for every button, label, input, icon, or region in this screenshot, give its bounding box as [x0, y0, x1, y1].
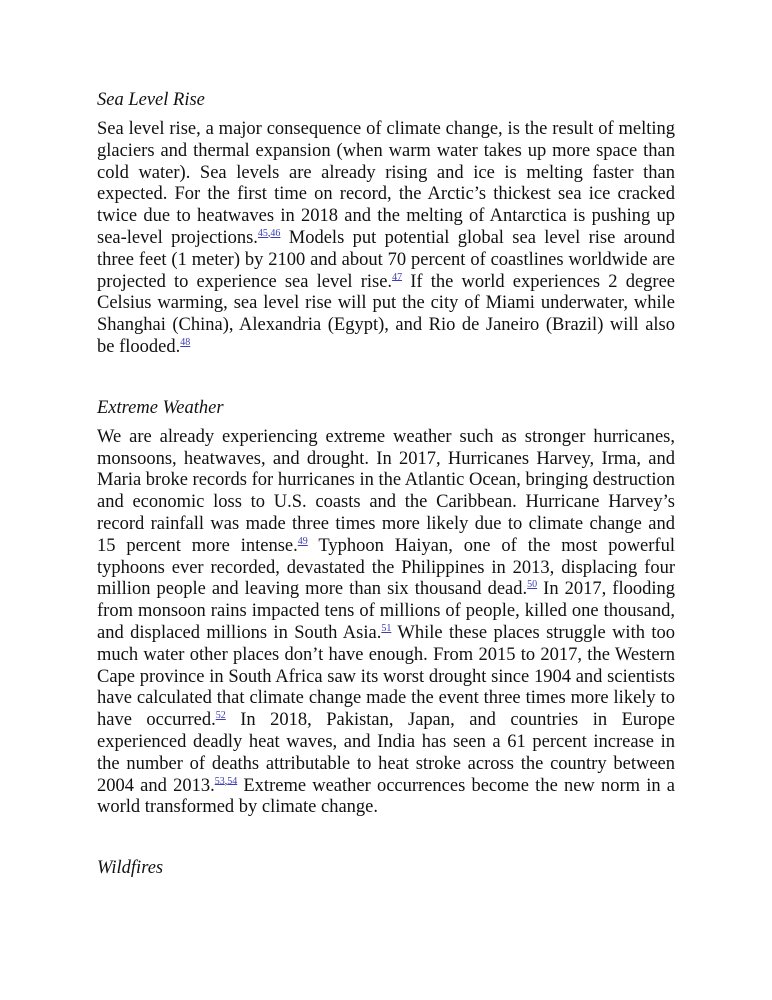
section-paragraph: We are already experiencing extreme weather such as stronger hurricanes, monsoons, heatwaves, and drought. In 2017, Hurricanes Harvey, Irma, and Maria broke records for hurricanes in the Atlantic Ocean, bringing destruction and economic loss to U.S. coasts and the Caribbean. Hurricane Harvey’s record rainfall was made three times more likely due to climate change and 15 percent more intense.$^{49}$ Typhoon Haiyan, one of the most powerful typhoons ever recorded, devastated the Philippines in 2013, displacing four million people and leaving more than six thousand dead.$^{50}$ In 2017, flooding from monsoon rains impacted tens of millions of people, killed one thousand, and displaced millions in South Asia.$^{51}$ While these places struggle with too much water other places don’t have enough. From 2015 to 2017, the Western Cape province in South Africa saw its worst drought since 1904 and scientists have calculated that climate change made the event three times more likely to have occurred.$^{52}$ In 2018, Pakistan, Japan, and countries in Europe experienced deadly heat waves, and India has seen a 61 percent increase in the number of deaths attributable to heat stroke across the country between 2004 and 2013.$^{53,54}$ Extreme weather occurrences become the new norm in a world transformed by climate change. [97, 426, 676, 818]
paragraph-text: While these places struggle with too much water other places don’t have enough. From 2015 to 2017, the Western Cape province in South Africa saw its worst drought since 1904 and scientists have calculated that climate change made the event three times more likely to have occurred. [97, 622, 676, 731]
section-extreme-weather [97, 397, 675, 819]
section-heading: Sea Level Rise [97, 90, 205, 110]
footnote-link[interactable]: 50 [527, 579, 538, 591]
footnote-link[interactable]: 46 [270, 227, 281, 239]
paragraph-text: We are already experiencing extreme weather such as stronger hurricanes, monsoons, heatwaves, and drought. In 2017, Hurricanes Harvey, Irma, and Maria broke records for hurricanes in the Atlantic Ocean, bringing destruction and economic loss to U.S. coasts and the Caribbean. Hurricane Harvey’s record rainfall was made three times more likely due to climate change and 15 percent more intense. [97, 426, 675, 556]
footnote-link[interactable]: 54 [227, 775, 238, 787]
paragraph-text: In 2017, flooding from monsoon rains impacted tens of millions of people, killed one thousand, and displaced millions in South Asia. [97, 579, 675, 643]
paragraph-text: Typhoon Haiyan, one of the most powerful typhoons ever recorded, devastated the Philippines in 2013, displacing four million people and leaving more than six thousand dead. [97, 535, 675, 600]
section-heading: Extreme Weather [97, 397, 224, 418]
footnote-link[interactable]: 47 [392, 271, 403, 283]
footnote-link[interactable]: 52 [215, 709, 226, 721]
section-wildfires [97, 857, 675, 879]
footnote-link[interactable]: 53 [214, 775, 225, 787]
paragraph-text: Sea level rise, a major consequence of climate change, is the result of melting glaciers and thermal expansion (when warm water takes up more space than cold water). Sea levels are already rising and ice is melting faster than expected. For the first time on record, the Arctic’s thickest sea ice cracked twice due to heatwaves in 2018 and the melting of Antarctica is pushing up sea-level projections. [97, 119, 675, 248]
footnote-link[interactable]: 45 [257, 227, 268, 239]
section-paragraph: Sea level rise, a major consequence of climate change, is the result of melting glaciers and thermal expansion (when warm water takes up more space than cold water). Sea levels are already rising and ice is melting faster than expected. For the first time on record, the Arctic’s thickest sea ice cracked twice due to heatwaves in 2018 and the melting of Antarctica is pushing up sea-level projections.$^{45,46}$ Models put potential global sea level rise around three feet (1 meter) by 2100 and about 70 percent of coastlines worldwide are projected to experience sea level rise.$^{47}$ If the world experiences 2 degree Celsius warming, sea level rise will put the city of Miami underwater, while Shanghai (China), Alexandria (Egypt), and Rio de Janeiro (Brazil) will also be flooded.$^{48}$ [97, 119, 675, 357]
paragraph-text: Extreme weather occurrences become the new norm in a world transformed by climate change. [97, 775, 675, 818]
footnote-link[interactable]: 51 [381, 622, 392, 634]
paragraph-text: In 2018, Pakistan, Japan, and countries in Europe experienced deadly heat waves, and India has seen a 61 percent increase in the number of deaths attributable to heat stroke across the country between 2004 and 2013. [97, 710, 675, 796]
paragraph-text: If the world experiences 2 degree Celsius warming, sea level rise will put the city of Miami underwater, while Shanghai (China), Alexandria (Egypt), and Rio de Janeiro (Brazil) will also be flooded. [97, 271, 675, 357]
footnote-link[interactable]: 48 [180, 336, 191, 348]
footnote-link[interactable]: 49 [297, 535, 308, 547]
paragraph-text: Models put potential global sea level rise around three feet (1 meter) by 2100 and about 70 percent of coastlines worldwide are projected to experience sea level rise. [97, 227, 675, 292]
document-page [97, 89, 675, 887]
section-sea-level-rise [97, 89, 675, 359]
section-heading: Wildfires [97, 858, 164, 879]
